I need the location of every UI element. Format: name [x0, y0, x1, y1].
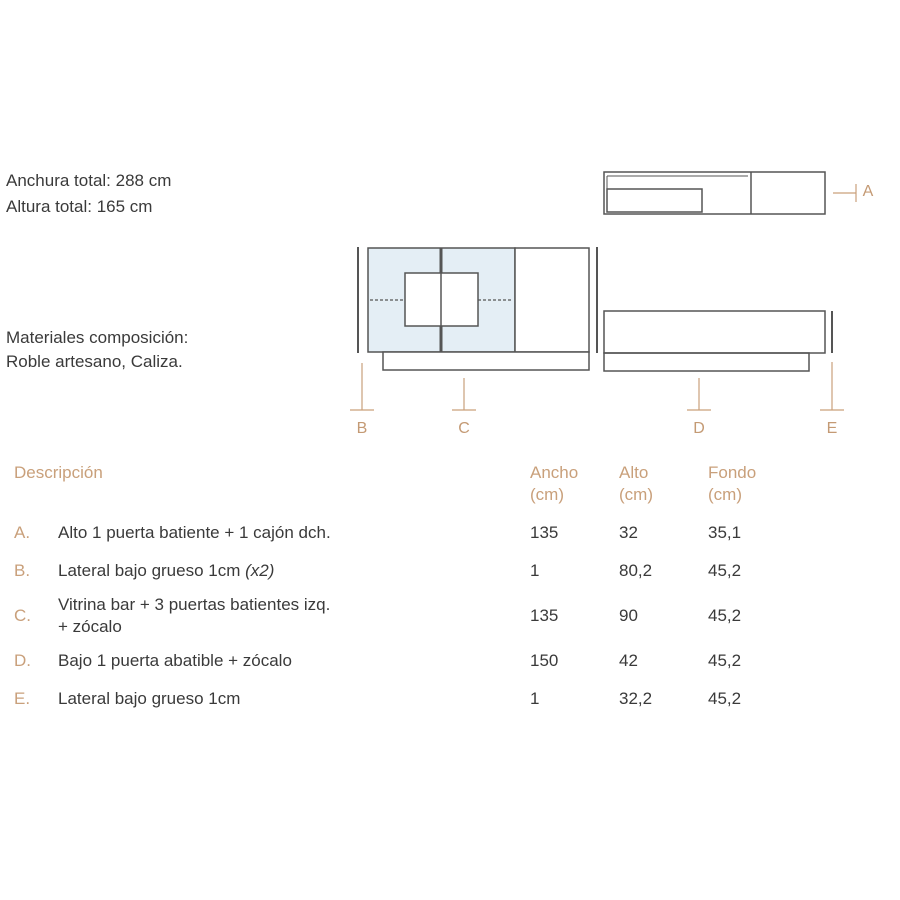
row-height: 90 [619, 606, 638, 625]
marker-a [833, 184, 856, 202]
row-letter: B. [14, 561, 31, 580]
header-width: Ancho (cm) [530, 463, 579, 504]
row-height: 80,2 [619, 561, 653, 580]
row-description: Vitrina bar + 3 puertas batientes izq. + zócalo [58, 595, 331, 636]
module-d-drawing [604, 311, 825, 371]
header-height: Alto (cm) [619, 463, 653, 504]
row-height: 42 [619, 651, 638, 670]
row-depth: 45,2 [708, 606, 742, 625]
row-width: 1 [530, 561, 540, 580]
label-e: E [826, 420, 838, 437]
table-row [0, 552, 860, 590]
row-description: Bajo 1 puerta abatible + zócalo [58, 651, 292, 670]
row-letter: A. [14, 523, 31, 542]
total-height: Altura total: 165 cm [6, 197, 153, 216]
label-c: C [458, 420, 470, 437]
row-letter: E. [14, 689, 31, 708]
table-row [0, 590, 860, 642]
label-b: B [356, 420, 368, 437]
row-width: 135 [530, 606, 559, 625]
table-row [0, 514, 860, 552]
module-a-drawing [604, 172, 825, 214]
row-height: 32,2 [619, 689, 653, 708]
row-depth: 45,2 [708, 561, 742, 580]
row-depth: 45,2 [708, 651, 742, 670]
row-depth: 35,1 [708, 523, 742, 542]
materials-title: Materiales composición: [6, 328, 189, 347]
table-row [0, 642, 860, 680]
total-width: Anchura total: 288 cm [6, 171, 172, 190]
row-depth: 45,2 [708, 689, 742, 708]
header-depth: Fondo (cm) [708, 463, 757, 504]
row-description: Alto 1 puerta batiente + 1 cajón dch. [58, 523, 331, 542]
row-width: 135 [530, 523, 559, 542]
row-description: Lateral bajo grueso 1cm [58, 689, 241, 708]
table-header [0, 462, 860, 514]
row-height: 32 [619, 523, 638, 542]
row-width: 1 [530, 689, 540, 708]
row-letter: D. [14, 651, 31, 670]
specs-table [0, 462, 860, 718]
table-row [0, 680, 860, 718]
header-description: Descripción [14, 463, 103, 482]
label-a: A [862, 183, 874, 200]
row-note: (x2) [245, 561, 275, 580]
materials-value: Roble artesano, Caliza. [6, 352, 183, 371]
row-letter: C. [14, 606, 31, 625]
row-width: 150 [530, 651, 559, 670]
label-d: D [693, 420, 705, 437]
row-description: Lateral bajo grueso 1cm (x2) [58, 561, 275, 580]
module-c-drawing [368, 248, 589, 370]
